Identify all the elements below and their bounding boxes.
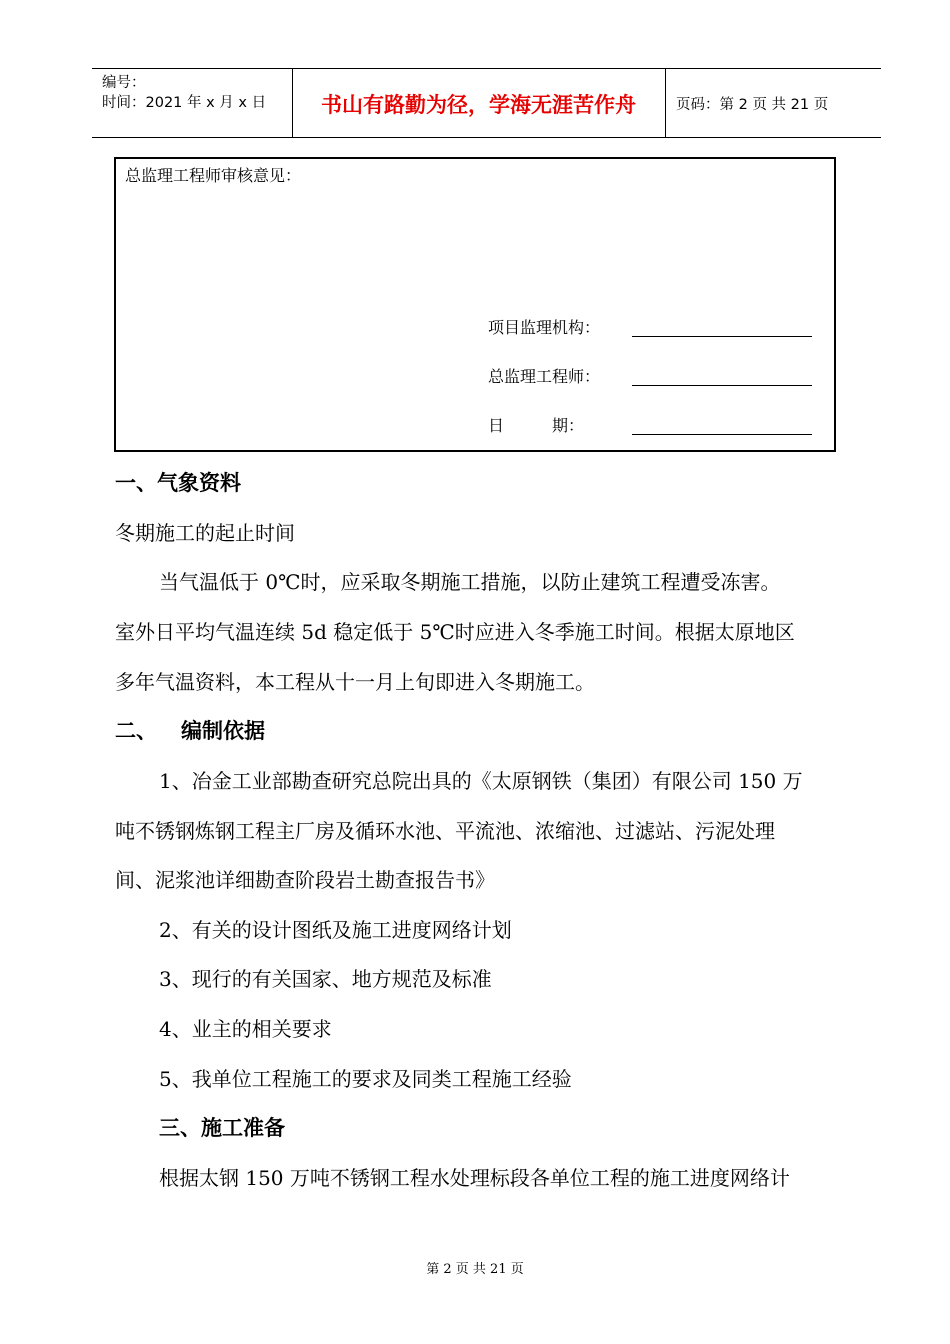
list-item: 2、有关的设计图纸及施工进度网络计划 bbox=[159, 918, 512, 942]
org-label: 项目监理机构： bbox=[488, 318, 601, 337]
list-item: 4、业主的相关要求 bbox=[159, 1017, 332, 1041]
list-item-continuation: 吨不锈钢炼钢工程主厂房及循环水池、平流池、浓缩池、过滤站、污泥处理 bbox=[115, 819, 775, 843]
org-signature-line bbox=[632, 336, 812, 337]
list-item: 3、现行的有关国家、地方规范及标准 bbox=[159, 967, 492, 991]
header-meta bbox=[102, 73, 266, 113]
number-label: 编号： bbox=[102, 75, 146, 91]
paragraph-line: 根据太钢 150 万吨不锈钢工程水处理标段各单位工程的施工进度网络计 bbox=[159, 1166, 790, 1190]
page-footer: 第 2 页 共 21 页 bbox=[426, 1262, 524, 1277]
list-item: 1、冶金工业部勘查研究总院出具的《太原钢铁（集团）有限公司 150 万 bbox=[159, 769, 803, 793]
review-title: 总监理工程师审核意见： bbox=[125, 166, 302, 185]
section-number-2: 二、 bbox=[115, 719, 157, 743]
date-signature-row bbox=[488, 413, 584, 436]
list-item-continuation: 间、泥浆池详细勘查阶段岩土勘查报告书》 bbox=[115, 868, 495, 892]
section-heading-3: 三、施工准备 bbox=[159, 1116, 285, 1140]
engineer-label: 总监理工程师： bbox=[488, 367, 601, 386]
header-motto: 书山有路勤为径，学海无涯苦作舟 bbox=[321, 93, 636, 117]
date-signature-line bbox=[632, 434, 812, 435]
header-page-number: 页码：第 2 页 共 21 页 bbox=[676, 97, 829, 113]
paragraph-line: 当气温低于 0℃时，应采取冬期施工措施，以防止建筑工程遭受冻害。 bbox=[159, 570, 781, 594]
date-label: 日 期： bbox=[488, 416, 585, 435]
engineer-signature-row bbox=[488, 364, 600, 387]
engineer-signature-line bbox=[632, 385, 812, 386]
section-heading-2: 编制依据 bbox=[181, 719, 265, 743]
paragraph-line: 多年气温资料，本工程从十一月上旬即进入冬期施工。 bbox=[115, 670, 595, 694]
list-item: 5、我单位工程施工的要求及同类工程施工经验 bbox=[159, 1067, 572, 1091]
page-header bbox=[92, 68, 881, 138]
review-box bbox=[114, 157, 836, 452]
paragraph-line: 室外日平均气温连续 5d 稳定低于 5℃时应进入冬季施工时间。根据太原地区 bbox=[115, 620, 795, 644]
section-heading-1: 一、气象资料 bbox=[115, 471, 241, 495]
header-divider bbox=[665, 69, 666, 137]
time-label: 时间：2021 年 x 月 x 日 bbox=[102, 95, 267, 111]
section-subheading: 冬期施工的起止时间 bbox=[115, 521, 295, 545]
org-signature-row bbox=[488, 315, 600, 338]
